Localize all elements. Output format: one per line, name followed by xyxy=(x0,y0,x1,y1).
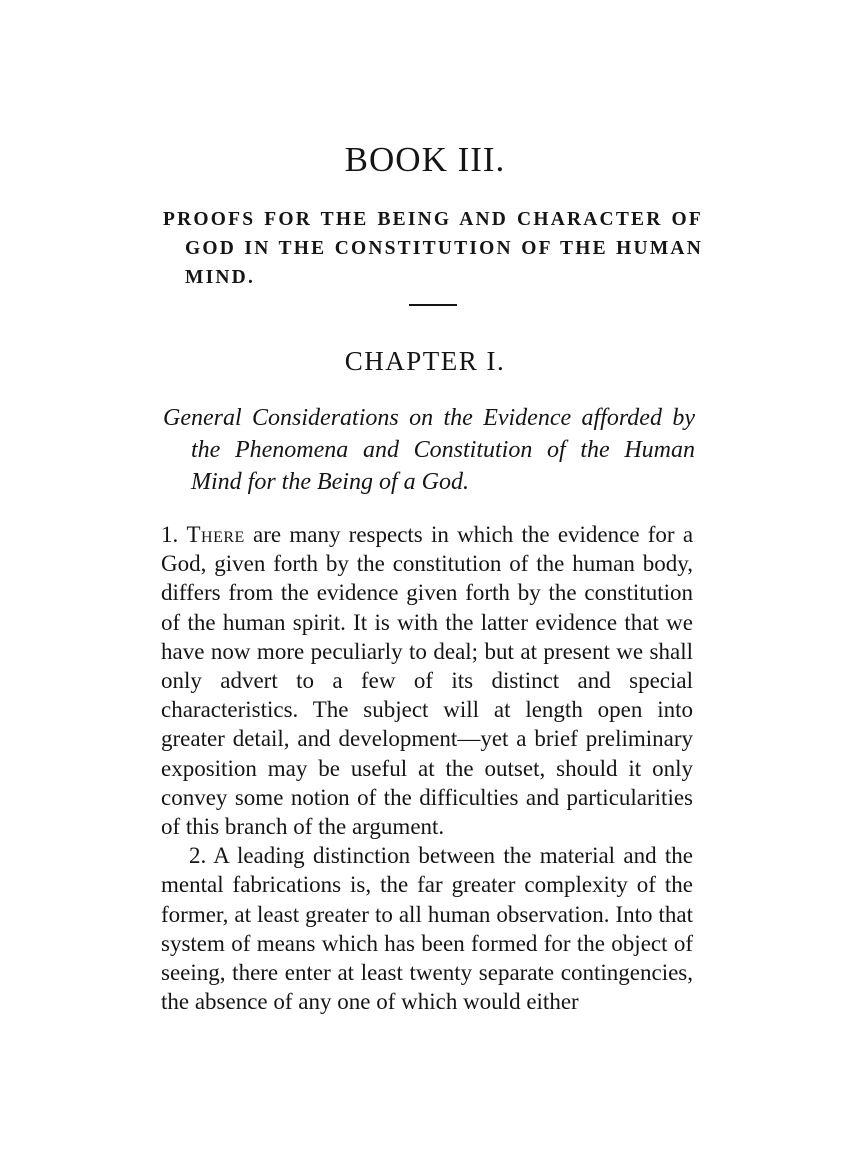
paragraph-number: 2. xyxy=(189,843,207,869)
paragraph-2 xyxy=(161,841,693,1016)
chapter-title: CHAPTER I. xyxy=(344,346,506,376)
paragraph-lead-word: There xyxy=(186,522,245,547)
section-divider xyxy=(409,304,457,306)
chapter-subtitle: General Considerations on the Evidence afforded by the Phenomena and Constitution of the Human Mind for the Being of a God. xyxy=(163,405,695,495)
paragraph-text: A leading distinction between the material and the mental fabrications is, the far greater complexity of the former, at least greater to all human observation. Into that system of means which has been formed for the object of seeing, there enter at least twenty separate contingencies, the absence of any one of which would either xyxy=(161,843,693,1015)
paragraph-text: are many respects in which the evidence for a God, given forth by the constitution of the human body, differs from the evidence given forth by the constitution of the human spirit. It is with the latter evidence that we have now more peculiarly to deal; but at present we shall only advert to a few of its distinct and special characteristics. The subject will at length open into greater detail, and development—yet a brief preliminary exposition may be useful at the outset, should it only convey some notion of the difficulties and particularities of this branch of the argument. xyxy=(161,522,694,840)
paragraph-1 xyxy=(161,520,693,841)
book-subtitle: PROOFS FOR THE BEING AND CHARACTER OF GOD IN THE CONSTITUTION OF THE HUMAN MIND. xyxy=(163,209,703,288)
body-text xyxy=(161,520,693,1016)
book-title: BOOK III. xyxy=(344,140,506,179)
paragraph-number: 1. xyxy=(161,522,179,547)
